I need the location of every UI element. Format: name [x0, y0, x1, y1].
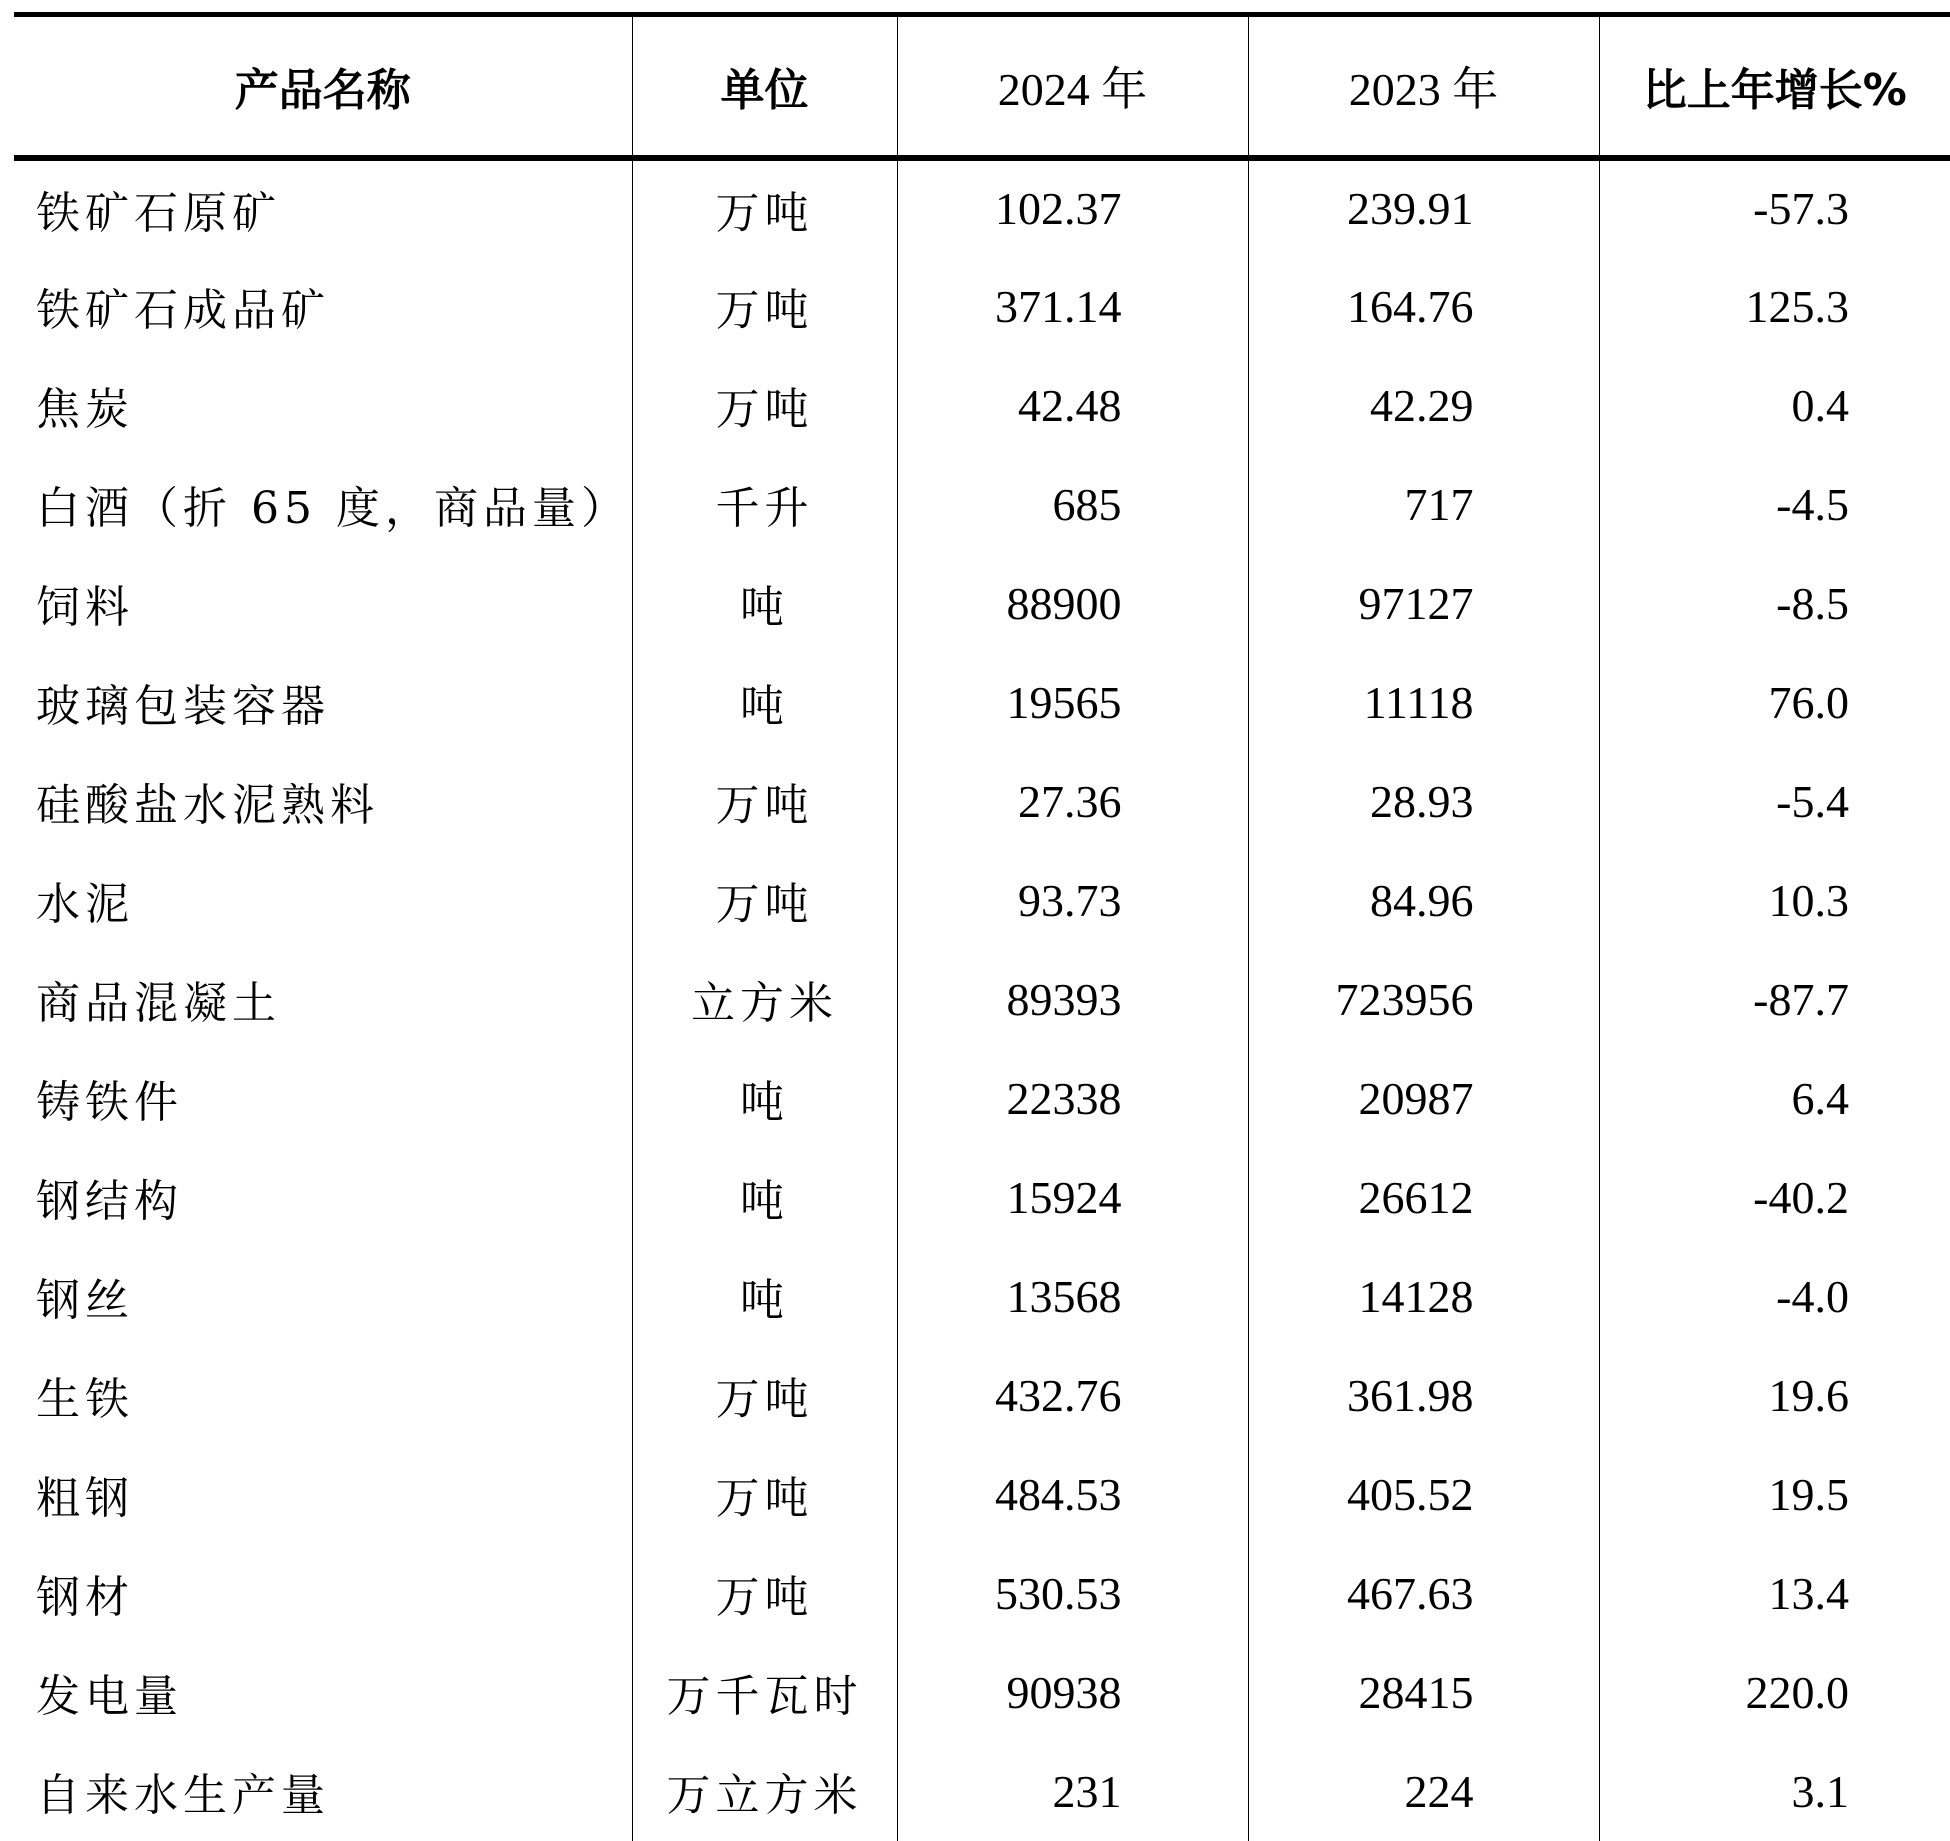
unit-cell: 万吨 — [632, 1346, 897, 1445]
growth-cell: 3.1 — [1599, 1742, 1950, 1841]
growth-cell: 0.4 — [1599, 356, 1950, 455]
header-2023: 2023 年 — [1248, 15, 1599, 158]
value-2024-cell: 371.14 — [897, 257, 1248, 356]
value-2024-cell: 15924 — [897, 1148, 1248, 1247]
value-2024-cell: 530.53 — [897, 1544, 1248, 1643]
product-name-cell: 钢结构 — [36, 1176, 183, 1227]
product-name-cell: 水泥 — [36, 879, 134, 930]
product-name-cell: 白酒（折 65 度，商品量） — [36, 483, 630, 534]
table-row — [14, 1247, 1950, 1346]
value-2024-cell: 22338 — [897, 1049, 1248, 1148]
header-product-name: 产品名称 — [14, 15, 632, 158]
product-name-cell: 粗钢 — [36, 1473, 134, 1524]
unit-cell: 吨 — [632, 653, 897, 752]
value-2024-cell: 93.73 — [897, 851, 1248, 950]
value-2024-cell: 90938 — [897, 1643, 1248, 1742]
unit-cell: 万吨 — [632, 1544, 897, 1643]
value-2024-cell: 27.36 — [897, 752, 1248, 851]
table-row — [14, 1148, 1950, 1247]
growth-cell: -40.2 — [1599, 1148, 1950, 1247]
value-2024-cell: 484.53 — [897, 1445, 1248, 1544]
growth-cell: -4.0 — [1599, 1247, 1950, 1346]
growth-cell: -4.5 — [1599, 455, 1950, 554]
value-2024-cell: 13568 — [897, 1247, 1248, 1346]
value-2023-cell: 84.96 — [1248, 851, 1599, 950]
growth-cell: -87.7 — [1599, 950, 1950, 1049]
product-name-cell: 钢材 — [36, 1572, 134, 1623]
growth-cell: 19.5 — [1599, 1445, 1950, 1544]
growth-cell: 76.0 — [1599, 653, 1950, 752]
value-2023-cell: 28.93 — [1248, 752, 1599, 851]
unit-cell: 吨 — [632, 1148, 897, 1247]
value-2023-cell: 723956 — [1248, 950, 1599, 1049]
unit-cell: 吨 — [632, 1049, 897, 1148]
unit-cell: 万吨 — [632, 356, 897, 455]
table-row — [14, 257, 1950, 356]
unit-cell: 万千瓦时 — [632, 1643, 897, 1742]
unit-cell: 立方米 — [632, 950, 897, 1049]
product-name-cell: 饲料 — [36, 582, 134, 633]
table-row — [14, 851, 1950, 950]
table-body — [14, 158, 1950, 1841]
value-2023-cell: 239.91 — [1248, 158, 1599, 257]
table-header — [14, 15, 1950, 158]
table-row — [14, 1544, 1950, 1643]
table-row — [14, 1643, 1950, 1742]
growth-cell: -8.5 — [1599, 554, 1950, 653]
growth-cell: 6.4 — [1599, 1049, 1950, 1148]
product-name-cell: 铁矿石成品矿 — [36, 285, 330, 336]
value-2023-cell: 28415 — [1248, 1643, 1599, 1742]
value-2024-cell: 432.76 — [897, 1346, 1248, 1445]
value-2023-cell: 97127 — [1248, 554, 1599, 653]
value-2023-cell: 361.98 — [1248, 1346, 1599, 1445]
value-2024-cell: 19565 — [897, 653, 1248, 752]
table-row — [14, 1346, 1950, 1445]
unit-cell: 万吨 — [632, 752, 897, 851]
growth-cell: -5.4 — [1599, 752, 1950, 851]
growth-cell: 19.6 — [1599, 1346, 1950, 1445]
value-2024-cell: 685 — [897, 455, 1248, 554]
growth-cell: 125.3 — [1599, 257, 1950, 356]
value-2023-cell: 11118 — [1248, 653, 1599, 752]
value-2023-cell: 224 — [1248, 1742, 1599, 1841]
product-name-cell: 商品混凝土 — [36, 978, 281, 1029]
product-output-table-container — [14, 12, 1950, 1841]
product-name-cell: 玻璃包装容器 — [36, 681, 330, 732]
value-2023-cell: 14128 — [1248, 1247, 1599, 1346]
growth-cell: 13.4 — [1599, 1544, 1950, 1643]
unit-cell: 万吨 — [632, 257, 897, 356]
table-row — [14, 653, 1950, 752]
growth-cell: 10.3 — [1599, 851, 1950, 950]
table-row — [14, 455, 1950, 554]
product-name-cell: 焦炭 — [36, 384, 134, 435]
unit-cell: 万吨 — [632, 158, 897, 257]
product-name-cell: 生铁 — [36, 1374, 134, 1425]
value-2023-cell: 26612 — [1248, 1148, 1599, 1247]
table-row — [14, 158, 1950, 257]
growth-cell: -57.3 — [1599, 158, 1950, 257]
value-2024-cell: 231 — [897, 1742, 1248, 1841]
table-row — [14, 1049, 1950, 1148]
header-row — [14, 15, 1950, 158]
header-2024: 2024 年 — [897, 15, 1248, 158]
value-2023-cell: 20987 — [1248, 1049, 1599, 1148]
unit-cell: 吨 — [632, 1247, 897, 1346]
table-row — [14, 752, 1950, 851]
value-2024-cell: 88900 — [897, 554, 1248, 653]
value-2024-cell: 102.37 — [897, 158, 1248, 257]
unit-cell: 千升 — [632, 455, 897, 554]
table-row — [14, 1742, 1950, 1841]
unit-cell: 万吨 — [632, 851, 897, 950]
product-name-cell: 铸铁件 — [36, 1077, 183, 1128]
unit-cell: 万立方米 — [632, 1742, 897, 1841]
value-2023-cell: 42.29 — [1248, 356, 1599, 455]
product-name-cell: 自来水生产量 — [36, 1770, 330, 1821]
table-row — [14, 356, 1950, 455]
product-output-table — [14, 12, 1950, 1841]
value-2023-cell: 164.76 — [1248, 257, 1599, 356]
table-row — [14, 554, 1950, 653]
product-name-cell: 硅酸盐水泥熟料 — [36, 780, 379, 831]
growth-cell: 220.0 — [1599, 1643, 1950, 1742]
product-name-cell: 铁矿石原矿 — [36, 187, 281, 239]
product-name-cell: 钢丝 — [36, 1275, 134, 1326]
product-name-cell: 发电量 — [36, 1671, 183, 1722]
value-2023-cell: 467.63 — [1248, 1544, 1599, 1643]
table-row — [14, 950, 1950, 1049]
header-growth: 比上年增长% — [1599, 15, 1950, 158]
unit-cell: 吨 — [632, 554, 897, 653]
value-2024-cell: 42.48 — [897, 356, 1248, 455]
value-2024-cell: 89393 — [897, 950, 1248, 1049]
value-2023-cell: 405.52 — [1248, 1445, 1599, 1544]
value-2023-cell: 717 — [1248, 455, 1599, 554]
unit-cell: 万吨 — [632, 1445, 897, 1544]
table-row — [14, 1445, 1950, 1544]
header-unit: 单位 — [632, 15, 897, 158]
